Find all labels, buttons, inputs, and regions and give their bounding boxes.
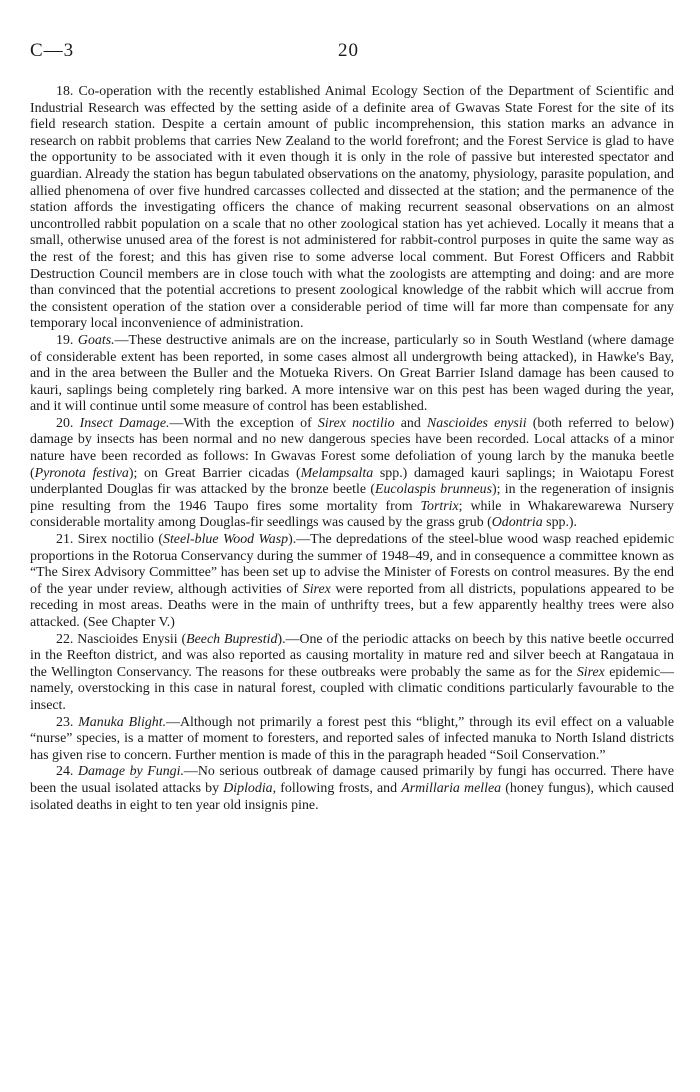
paragraph-22-nascioides-enysii: 22. Nascioides Enysii (Beech Buprestid).—One of the periodic attacks on beech by this native beetle occurred in the Reefton district, and was also reported as causing mortality in mature red and silver beech at Rangataua in the Wellington Conservancy. The reasons for these outbreaks were probably the same as for the Sirex epidemic—namely, overstocking in this case in natural forest, coupled with climatic conditions particularly favourable to the insect.: [30, 631, 675, 713]
page-header: [30, 40, 674, 68]
paragraph-18-animal-ecology: 18. Co-operation with the recently established Animal Ecology Section of the Department of Scientific and Industrial Research was effected by the setting aside of a definite area of Gwavas State Forest for the site of its field research station. Despite a certain amount of public incomprehension, this station marks an advance in research on rabbit problems that carries New Zealand to the world forefront; and the Forest Service is glad to have the opportunity to be associated with it even though it is only in the role of passive but interested spectator and guardian. Already the station has begun tabulated observations on the anatomy, physiology, parasite population, and allied phenomena of over five hundred carcasses collected and dissected at the station; and the permanence of the station affords the investigating officers the chance of making recurrent seasonal observations on an almost uncontrolled rabbit population on a scale that no other zoological station has yet achieved. Locally it means that a small, otherwise unused area of the forest is not administered for rabbit-control purposes in quite the same way as the rest of the forest; and this has given rise to some adverse local comment. But Forest Officers and Rabbit Destruction Council members are in close touch with what the zoologists are attempting and doing: and are more than convinced that the potential accretions to present zoological knowledge of the rabbit which will accrue from the consistent operation of the station over a considerable period of time will far more than compensate for any temporary local inconvenience of administration.: [30, 84, 674, 332]
paragraph-19-goats: 19. Goats.—These destructive animals are on the increase, particularly so in South Westland (where damage of considerable extent has been reported, in some cases almost all undergrowth being attacked), in Hawke's Bay, and in the area between the Buller and the Motueka Rivers. On Great Barrier Island damage has been caused to kauri, saplings being completely ring barked. A more intensive war on this pest has been waged during the year, and it will continue until some measure of control has been established.: [30, 332, 674, 415]
paragraph-21-sirex-noctilio: 21. Sirex noctilio (Steel-blue Wood Wasp).—The depredations of the steel-blue wood wasp reached epidemic proportions in the Rotorua Conservancy during the summer of 1948–49, and in consequence a committee known as “The Sirex Advisory Committee” has been set up to advise the Minister of Forests on control measures. By the end of the year under review, although activities of Sirex were reported from all districts, populations appeared to be receding in most areas. Deaths were in the main of unthrifty trees, but a few apparently healthy trees were also attacked. (See Chapter V.): [30, 532, 674, 630]
paragraph-20-insect-damage: 20. Insect Damage.—With the exception of Sirex noctilio and Nascioides enysii (both referred to below) damage by insects has been normal and no new dangerous species have been recorded. Local attacks of a minor nature have been recorded as follows: In Gwavas Forest some defoliation of young larch by the manuka beetle (Pyronota festiva); on Great Barrier cicadas (Melampsalta spp.) damaged kauri saplings; in Waiotapu Forest underplanted Douglas fir was attacked by the bronze beetle (Eucolaspis brunneus); in the regeneration of insignis pine resulting from the 1946 Taupo fires some mortality from Tortrix; while in Whakarewarewa Nursery considerable mortality among Douglas-fir seedlings was caused by the grass grub (Odontria spp.).: [30, 415, 674, 531]
section-title: Goats.: [77, 332, 115, 348]
page-number: 20: [338, 40, 359, 61]
section-title: Damage by Fungi.: [77, 764, 184, 780]
section-title: Beech Buprestid: [186, 631, 278, 647]
report-reference: C—3: [30, 40, 75, 61]
section-title: Steel-blue Wood Wasp: [163, 532, 289, 548]
section-title: Manuka Blight.: [78, 714, 167, 730]
body-text: [30, 84, 674, 814]
paragraph-23-manuka-blight: 23. Manuka Blight.—Although not primarily a forest pest this “blight,” through its evil effect on a valuable “nurse” species, is a matter of moment to foresters, and reported sales of infected manuka to North Island districts has given rise to concern. Further mention is made of this in the paragraph headed “Soil Conservation.”: [30, 714, 674, 763]
section-title: Insect Damage.: [79, 415, 170, 431]
paragraph-24-damage-by-fungi: 24. Damage by Fungi.—No serious outbreak of damage caused primarily by fungi has occurred. There have been the usual isolated attacks by Diplodia, following frosts, and Armillaria mellea (honey fungus), which caused isolated deaths in eight to ten year old insignis pine.: [30, 764, 674, 813]
